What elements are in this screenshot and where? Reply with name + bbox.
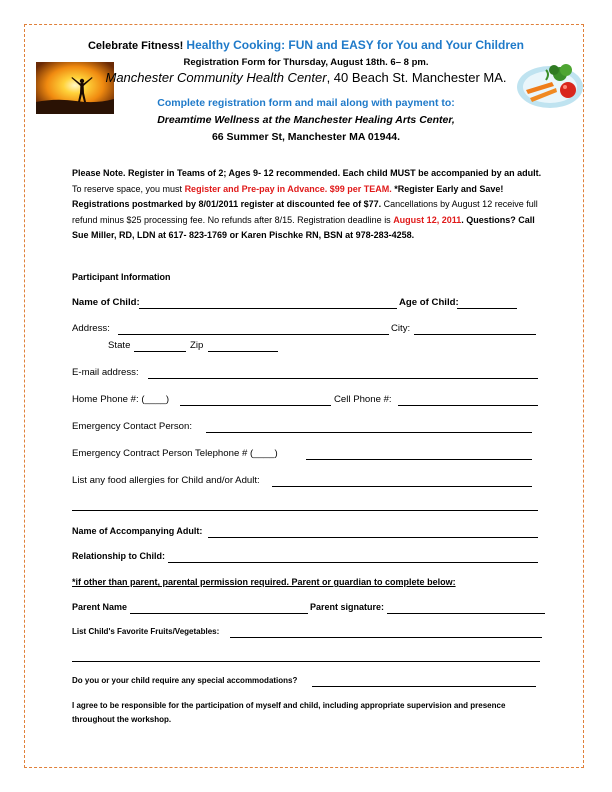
note-part4: *Register Early and Save! Registrations postmarked by 8/01/2011 register at discounted fee of $77. <box>72 183 504 209</box>
note-deadline: August 12, 2011 <box>393 214 462 225</box>
state-field[interactable] <box>134 351 186 352</box>
note-part3: Register and Pre-pay in Advance. $99 per TEAM. <box>184 183 392 194</box>
home-phone-label: Home Phone #: (____) <box>72 394 170 405</box>
city-field[interactable] <box>414 334 536 335</box>
note-part7: . Questions? Call Sue Miller, RD, LDN at 617- 823-1769 or Karen Pischke RN, BSN at 978-283-4258. <box>72 214 535 240</box>
note-part2: To reserve space, you must <box>72 183 185 194</box>
favorite-foods-label: List Child's Favorite Fruits/Vegetables: <box>72 627 220 636</box>
mail-to-address: 66 Summer St, Manchester MA 01944. <box>211 131 401 143</box>
accompanying-adult-label: Name of Accompanying Adult: <box>72 526 203 536</box>
food-allergies-field[interactable] <box>272 486 532 487</box>
note-part1: Please Note. Register in Teams of 2; Ages 9- 12 recommended. Each child MUST be accompanied by an adult. <box>72 168 542 178</box>
city-label: City: <box>391 323 411 334</box>
special-accommodations-field[interactable] <box>312 686 536 687</box>
address-label: Address: <box>72 323 110 334</box>
venue-name: Manchester Community Health Center <box>105 70 327 85</box>
header-highlight: Healthy Cooking: FUN and EASY for You and Your Children <box>186 38 525 52</box>
parent-signature-field[interactable] <box>387 613 545 614</box>
parent-signature-label: Parent signature: <box>310 602 385 612</box>
registration-note <box>72 166 542 244</box>
accompanying-adult-field[interactable] <box>208 537 538 538</box>
food-allergies-field-2[interactable] <box>72 510 538 511</box>
home-phone-field[interactable] <box>180 405 331 406</box>
favorite-foods-field[interactable] <box>230 637 542 638</box>
permission-note: *if other than parent, parental permission required. Parent or guardian to complete below: <box>72 577 456 587</box>
name-of-child-label: Name of Child: <box>72 297 140 308</box>
agreement-text: I agree to be responsible for the participation of myself and child, including appropriate supervision and presence throughout the workshop. <box>72 701 506 724</box>
parent-name-label: Parent Name <box>72 602 128 612</box>
mail-instruction: Complete registration form and mail along with payment to: <box>157 97 455 109</box>
email-field[interactable] <box>148 378 538 379</box>
emergency-contact-field[interactable] <box>206 432 532 433</box>
header-prefix: Celebrate Fitness! <box>87 40 184 52</box>
note-part5: Cancellations by August 12 receive full refund minus $25 processing fee. No refunds after 8/15. Registration deadline is <box>72 199 538 225</box>
header-date-line: Registration Form for Thursday, August 18th. 6– 8 pm. <box>183 57 429 68</box>
emergency-contact-label: Emergency Contact Person: <box>72 421 192 432</box>
state-label: State <box>108 340 131 351</box>
header-venue <box>0 70 612 85</box>
favorite-foods-field-2[interactable] <box>72 661 540 662</box>
zip-field[interactable] <box>208 351 278 352</box>
parent-name-field[interactable] <box>130 613 308 614</box>
section-title: Participant Information <box>72 272 171 282</box>
email-label: E-mail address: <box>72 367 139 378</box>
mail-to-name: Dreamtime Wellness at the Manchester Healing Arts Center, <box>157 114 455 126</box>
cell-phone-label: Cell Phone #: <box>334 394 392 405</box>
cell-phone-field[interactable] <box>398 405 538 406</box>
age-of-child-field[interactable] <box>457 308 517 309</box>
address-field[interactable] <box>118 334 389 335</box>
emergency-phone-field[interactable] <box>306 459 532 460</box>
relationship-label: Relationship to Child: <box>72 551 165 561</box>
food-allergies-label: List any food allergies for Child and/or Adult: <box>72 475 260 486</box>
emergency-phone-label: Emergency Contract Person Telephone # (____) <box>72 448 278 459</box>
header-title <box>0 38 612 52</box>
relationship-field[interactable] <box>168 562 538 563</box>
zip-label: Zip <box>190 340 204 351</box>
name-of-child-field[interactable] <box>139 308 397 309</box>
special-accommodations-label: Do you or your child require any special accommodations? <box>72 676 298 685</box>
age-of-child-label: Age of Child: <box>399 297 459 308</box>
venue-address: , 40 Beach St. Manchester MA. <box>326 70 507 85</box>
